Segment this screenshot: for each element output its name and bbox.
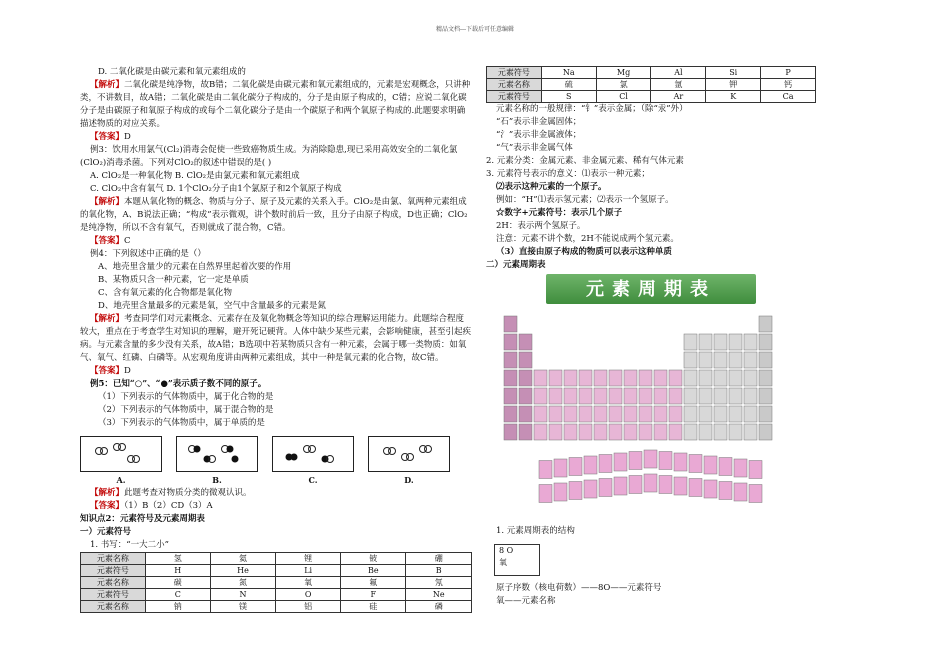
pt-lanthanide-cell <box>659 476 672 494</box>
table-row <box>81 565 472 577</box>
table-cell: Ca <box>761 91 816 103</box>
pt-cell <box>519 352 532 368</box>
table-cell: Mg <box>596 67 651 79</box>
pt-lanthanide-cell <box>674 453 687 471</box>
left-line: D. 二氧化碳是由碳元素和氧元素组成的 <box>98 67 246 77</box>
left-line: （1）下列表示的气体物质中，属于化合物的是 <box>98 392 274 402</box>
left-line: A、地壳里含量少的元素在自然界里起着次要的作用 <box>98 262 292 272</box>
pt-cell <box>534 406 547 422</box>
element-table-right <box>486 66 816 103</box>
pt-cell <box>654 388 667 404</box>
answer-tag: 【答案】 <box>90 132 125 142</box>
pt-lanthanide-cell <box>749 485 762 503</box>
pt-lanthanide-cell <box>719 458 732 476</box>
table-cell: 氢 <box>145 553 210 565</box>
pt-cell <box>609 424 622 440</box>
answer-tag: 【答案】 <box>90 501 125 511</box>
right-line: “氵”表示非金属液体； <box>496 130 582 140</box>
pt-cell <box>684 352 697 368</box>
table-cell: 元素名称 <box>81 577 146 589</box>
right-line: ⑵表示这种元素的一个原子。 <box>496 182 607 192</box>
pt-lanthanide-cell <box>719 482 732 500</box>
pt-cell <box>759 334 772 350</box>
table-cell: 钾 <box>706 79 761 91</box>
pt-cell <box>714 370 727 386</box>
pt-cell <box>579 370 592 386</box>
pt-lanthanide-cell <box>644 450 657 468</box>
pt-cell <box>639 370 652 386</box>
right-after-line: 1. 元素周期表的结构 <box>496 526 575 536</box>
diagram-box-a <box>80 436 162 472</box>
pt-lanthanide-cell <box>584 480 597 498</box>
answer-tag: 【解析】 <box>90 314 125 324</box>
pt-lanthanide-cell <box>689 455 702 473</box>
table-cell: Li <box>276 565 341 577</box>
left-column <box>80 66 472 613</box>
left-line: C、含有氧元素的化合物都是氧化物 <box>98 288 233 298</box>
table-cell: Al <box>651 67 706 79</box>
left-text-block <box>80 66 472 430</box>
pt-cell <box>624 406 637 422</box>
table-row <box>81 577 472 589</box>
right-line: 3. 元素符号表示的意义：⑴表示一种元素； <box>486 169 650 179</box>
pt-cell <box>504 370 517 386</box>
table-cell: Ar <box>651 91 706 103</box>
pt-cell <box>579 388 592 404</box>
table-row <box>487 67 816 79</box>
table-cell: 氖 <box>406 577 472 589</box>
left-after-line: 知识点2：元素符号及元素周期表 <box>80 514 205 524</box>
pt-cell <box>714 352 727 368</box>
left-line: 【答案】D <box>90 366 131 376</box>
table-cell: 元素符号 <box>81 565 146 577</box>
diagram-label-b: B. <box>212 475 222 485</box>
pt-cell <box>609 406 622 422</box>
table-cell: 锂 <box>276 553 341 565</box>
table-cell: 铍 <box>341 553 406 565</box>
pt-cell <box>744 406 757 422</box>
pt-cell <box>579 406 592 422</box>
pt-cell <box>759 370 772 386</box>
diagram-label-d: D. <box>404 475 414 485</box>
pt-cell <box>594 388 607 404</box>
table-row <box>487 91 816 103</box>
pt-cell <box>549 424 562 440</box>
pt-lanthanide-cell <box>734 459 747 477</box>
pt-lanthanide-cell <box>734 483 747 501</box>
pt-cell <box>759 406 772 422</box>
left-after-line: 一）元素符号 <box>80 527 132 537</box>
left-after-line: 【解析】此题考查对物质分类的微观认识。 <box>90 488 252 498</box>
pt-cell <box>504 424 517 440</box>
pt-cell <box>564 406 577 422</box>
table-cell: 镁 <box>210 601 276 613</box>
left-after-line: 【答案】（1）B（2）CD（3）A <box>90 501 213 511</box>
pt-cell <box>699 406 712 422</box>
pt-cell <box>594 424 607 440</box>
table-cell: 铝 <box>276 601 341 613</box>
diagram-box-d <box>368 436 450 472</box>
table-cell: 氯 <box>596 79 651 91</box>
table-cell: 钙 <box>761 79 816 91</box>
table-cell: P <box>761 67 816 79</box>
pt-cell <box>564 388 577 404</box>
pt-lanthanide-cell <box>584 456 597 474</box>
table-row <box>81 589 472 601</box>
left-line: 【解析】本题从氧化物的概念、物质与分子、原子及元素的关系入手。ClO₂是由氯、氧两种元素组成的氧化物，A、B说法正确；“构成”表示微观，讲个数时前后一致，且分子由原子构成，D也正确；ClO₂是纯净物，所以不含有氧气，否则就成了混合物，C错。 <box>80 197 468 233</box>
table-row <box>487 79 816 91</box>
pt-cell <box>504 388 517 404</box>
pt-cell <box>669 406 682 422</box>
left-line: 例5：已知“○”、“●”表示质子数不同的原子。 <box>90 379 267 389</box>
pt-lanthanide-cell <box>674 477 687 495</box>
left-line: 例3：饮用水用氯气(Cl₂)消毒会促使一些致癌物质生成。为消除隐患,现已采用高效安全的二氧化氯(ClO₂)消毒杀菌。下列对ClO₂的叙述中错误的是( ) <box>80 145 458 168</box>
pt-cell <box>519 388 532 404</box>
pt-cell <box>624 424 637 440</box>
pt-cell <box>534 388 547 404</box>
pt-cell <box>699 424 712 440</box>
diagram-labels <box>80 474 472 487</box>
pt-cell <box>669 388 682 404</box>
table-cell: N <box>210 589 276 601</box>
pt-lanthanide-cell <box>554 483 567 501</box>
sample-name: 氧 <box>499 558 507 567</box>
pt-lanthanide-cell <box>704 456 717 474</box>
pt-cell <box>624 388 637 404</box>
table-cell: 磷 <box>406 601 472 613</box>
table-cell: O <box>276 589 341 601</box>
pt-cell <box>729 370 742 386</box>
molecule-diagram-boxes <box>80 436 472 472</box>
left-line: 【答案】C <box>90 236 131 246</box>
left-line: B、某物质只含一种元素，它一定是单质 <box>98 275 249 285</box>
pt-cell <box>729 406 742 422</box>
pt-cell <box>744 334 757 350</box>
pt-cell <box>504 316 517 332</box>
pt-lanthanide-cell <box>644 474 657 492</box>
left-line: 例4：下列叙述中正确的是（） <box>90 249 206 259</box>
diagram-label-a: A. <box>116 475 126 485</box>
pt-cell <box>759 352 772 368</box>
table-cell: B <box>406 565 472 577</box>
pt-cell <box>759 388 772 404</box>
pt-cell <box>684 370 697 386</box>
table-cell: 元素符号 <box>487 91 542 103</box>
pt-cell <box>639 424 652 440</box>
right-line: “石”表示非金属固体； <box>496 117 582 127</box>
periodic-table-image <box>494 310 794 520</box>
answer-tag: 【答案】 <box>90 236 125 246</box>
table-cell: S <box>541 91 596 103</box>
pt-cell <box>684 406 697 422</box>
pt-cell <box>729 334 742 350</box>
pt-cell <box>549 388 562 404</box>
answer-tag: 【解析】 <box>90 197 125 207</box>
pt-cell <box>594 370 607 386</box>
pt-cell <box>729 424 742 440</box>
pt-cell <box>534 424 547 440</box>
table-cell: Ne <box>406 589 472 601</box>
table-cell: 元素符号 <box>81 589 146 601</box>
left-line: A. ClO₂是一种氧化物 B. ClO₂是由氯元素和氧元素组成 <box>90 171 300 181</box>
pt-cell <box>519 406 532 422</box>
right-line: ☆数字+元素符号：表示几个原子 <box>496 208 623 218</box>
right-line: 2. 元素分类：金属元素、非金属元素、稀有气体元素 <box>486 156 684 166</box>
table-cell: 硅 <box>341 601 406 613</box>
left-line: 【答案】D <box>90 132 131 142</box>
table-cell: 氧 <box>276 577 341 589</box>
sample-symbol: 8 O <box>499 546 514 555</box>
pt-lanthanide-cell <box>554 459 567 477</box>
pt-cell <box>759 316 772 332</box>
table-cell: 氟 <box>341 577 406 589</box>
pt-cell <box>579 424 592 440</box>
pt-cell <box>594 406 607 422</box>
table-cell: 氩 <box>651 79 706 91</box>
pt-lanthanide-cell <box>629 452 642 470</box>
right-column <box>486 66 816 608</box>
right-line: 2H：表示两个氢原子。 <box>496 221 586 231</box>
pt-cell <box>609 388 622 404</box>
left-line: D、地壳里含量最多的元素是氧，空气中含量最多的元素是氮 <box>98 301 326 311</box>
periodic-table-title: 元素周期表 <box>546 274 756 304</box>
right-line: 二）元素周期表 <box>486 260 546 270</box>
pt-cell <box>744 388 757 404</box>
pt-cell <box>699 388 712 404</box>
answer-tag: 【答案】 <box>90 366 125 376</box>
pt-cell <box>519 334 532 350</box>
table-cell: Cl <box>596 91 651 103</box>
table-cell: H <box>145 565 210 577</box>
pt-cell <box>654 406 667 422</box>
answer-tag: 【解析】 <box>90 80 125 90</box>
pt-lanthanide-cell <box>614 453 627 471</box>
pt-cell <box>714 406 727 422</box>
table-row <box>81 553 472 565</box>
pt-cell <box>684 388 697 404</box>
table-cell: 元素名称 <box>81 553 146 565</box>
table-cell: 氮 <box>210 577 276 589</box>
pt-lanthanide-cell <box>539 461 552 479</box>
pt-cell <box>669 370 682 386</box>
diagram-box-b <box>176 436 258 472</box>
pt-cell <box>639 388 652 404</box>
table-cell: 硼 <box>406 553 472 565</box>
pt-cell <box>504 334 517 350</box>
table-cell: C <box>145 589 210 601</box>
pt-cell <box>744 370 757 386</box>
pt-cell <box>519 424 532 440</box>
right-line: “气”表示非金属气体 <box>496 143 573 153</box>
pt-cell <box>549 406 562 422</box>
pt-cell <box>624 370 637 386</box>
right-line: 例如：“H”⑴表示氢元素；⑵表示一个氢原子。 <box>496 195 674 205</box>
pt-lanthanide-cell <box>599 455 612 473</box>
right-after-block <box>486 525 816 538</box>
pt-lanthanide-cell <box>614 477 627 495</box>
table-cell: Be <box>341 565 406 577</box>
pt-cell <box>714 334 727 350</box>
pt-lanthanide-cell <box>569 458 582 476</box>
pt-lanthanide-cell <box>659 452 672 470</box>
answer-tag: 【解析】 <box>90 488 125 498</box>
diagram-box-c <box>272 436 354 472</box>
pt-cell <box>699 352 712 368</box>
table-cell: F <box>341 589 406 601</box>
pt-cell <box>609 370 622 386</box>
element-table-left <box>80 552 472 613</box>
table-cell: Na <box>541 67 596 79</box>
left-line: 【解析】考查同学们对元素概念、元素存在及氧化物概念等知识的综合理解运用能力。此题综合程度较大，重点在于考查学生对知识的理解，避开死记硬背。人体中缺少某些元素，会影响健康，甚至引起疾病。与元素含量的多少没有关系，故A错；B选项中若某物质只含有一种元素，会属于哪一类物质：如氧气、氧气、红磷、白磷等。从宏观角度讲由两种元素组成，其中一种是氧元素的化合物，故C错。 <box>80 314 472 363</box>
table-cell: 硫 <box>541 79 596 91</box>
pt-cell <box>564 424 577 440</box>
pt-cell <box>669 424 682 440</box>
pt-cell <box>654 370 667 386</box>
right-line: 元素名称的一般规律：“钅”表示金属；（除“汞”外） <box>496 104 688 114</box>
table-cell: 钠 <box>145 601 210 613</box>
left-line: （3）下列表示的气体物质中，属于单质的是 <box>98 418 265 428</box>
pt-cell <box>699 334 712 350</box>
table-row <box>81 601 472 613</box>
diagram-label-c: C. <box>308 475 318 485</box>
pt-lanthanide-cell <box>689 479 702 497</box>
right-line: 注意：元素不讲个数，2H不能说成两个氢元素。 <box>496 234 679 244</box>
pt-cell <box>714 388 727 404</box>
pt-cell <box>684 424 697 440</box>
pt-cell <box>564 370 577 386</box>
table-cell: He <box>210 565 276 577</box>
pt-cell <box>744 424 757 440</box>
pt-lanthanide-cell <box>749 461 762 479</box>
table-cell: Si <box>706 67 761 79</box>
pt-cell <box>699 370 712 386</box>
table-cell: 元素符号 <box>487 67 542 79</box>
table-cell: 元素名称 <box>487 79 542 91</box>
pt-cell <box>519 370 532 386</box>
right-after2-line: 原子序数（核电荷数）——8O——元素符号 <box>496 583 662 593</box>
left-after-block <box>80 487 472 552</box>
table-cell: K <box>706 91 761 103</box>
table-cell: 氦 <box>210 553 276 565</box>
left-line: C. ClO₂中含有氧气 D. 1个ClO₂分子由1个氯原子和2个氧原子构成 <box>90 184 342 194</box>
right-after2-block <box>486 582 816 608</box>
pt-cell <box>729 352 742 368</box>
right-text-block <box>486 103 816 272</box>
pt-cell <box>744 352 757 368</box>
pt-cell <box>504 406 517 422</box>
element-sample-box <box>494 544 540 576</box>
pt-cell <box>714 424 727 440</box>
pt-cell <box>639 406 652 422</box>
left-line: （2）下列表示的气体物质中，属于混合物的是 <box>98 405 274 415</box>
pt-cell <box>759 424 772 440</box>
pt-cell <box>534 370 547 386</box>
pt-lanthanide-cell <box>629 476 642 494</box>
pt-lanthanide-cell <box>569 482 582 500</box>
right-line: （3）直接由原子构成的物质可以表示这种单质 <box>496 247 672 257</box>
pt-cell <box>549 370 562 386</box>
pt-cell <box>504 352 517 368</box>
pt-cell <box>684 334 697 350</box>
pt-lanthanide-cell <box>539 485 552 503</box>
left-after-line: 1. 书写：“一大二小” <box>90 540 170 550</box>
table-cell: 碳 <box>145 577 210 589</box>
pt-cell <box>729 388 742 404</box>
left-line: 【解析】二氧化碳是纯净物，故B错；二氧化碳是由碳元素和氧元素组成的，元素是宏观概念，只讲种类，不讲数目，故A错；二氧化碳是由二氧化碳分子构成的，分子是由原子构成的，C错；应说二氧化碳分子是由碳原子和氧原子构成的或每个二氧化碳分子是由一个碳原子和两个氧原子构成的.此题要求明确描述物质的对应关系。 <box>80 80 471 129</box>
pt-lanthanide-cell <box>704 480 717 498</box>
right-after2-line: 氧——元素名称 <box>496 596 556 606</box>
table-cell: 元素名称 <box>81 601 146 613</box>
page-header: 精品文档---下载后可任意编辑 <box>435 26 515 33</box>
pt-cell <box>654 424 667 440</box>
pt-lanthanide-cell <box>599 479 612 497</box>
